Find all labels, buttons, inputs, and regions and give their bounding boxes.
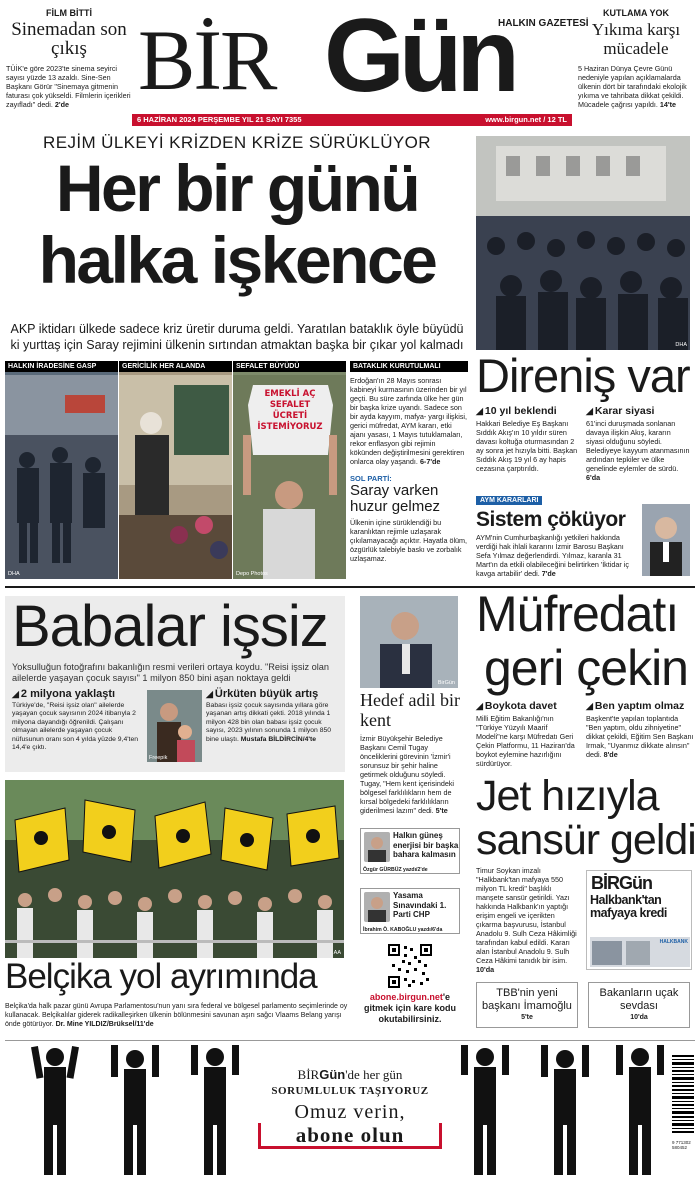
footer-line2: SORUMLULUK TAŞIYORUZ <box>271 1085 429 1097</box>
photo-belcika <box>5 780 344 958</box>
dateline: 6 HAZİRAN 2024 PERŞEMBE YIL 21 SAYI 7355 <box>137 115 302 124</box>
photo-label-sefalet: SEFALET BÜYÜDÜ <box>233 361 346 372</box>
credit-aa: AA <box>333 950 341 956</box>
footer-line1: BİRGün'de her gün <box>297 1067 403 1082</box>
photo-babalar <box>147 690 202 762</box>
jet-title-1[interactable]: Jet hızıyla <box>476 772 659 820</box>
left-ear-title: Sinemadan son çıkış <box>11 19 127 59</box>
hedef-title[interactable]: Hedef adil bir kent <box>360 690 460 730</box>
footer-line3: Omuz verin, <box>294 1101 406 1123</box>
protest-sign-text: EMEKLİ AÇ SEFALET ÜCRETİ İSTEMİYORUZ <box>257 389 323 432</box>
babalar-sub1-title: ◢ 2 milyona yaklaştı <box>12 688 142 700</box>
direnis-sub2 <box>586 405 690 482</box>
babalar-sub2-body: Babası işsiz çocuk sayısında yıllara göre yaşanan artış dikkati çekti. 2018 yılında 1 milyon 428 bin olan babası işsiz çocuk sayısı, 2023 yılının sonunda 1 milyon 850 bine ulaştı. Mustafa BİLDİRCİN/4'te <box>206 702 332 743</box>
solparti-body: Ülkenin içine sürüklendiği bu karanlıktan rejimle uzlaşarak çıkılamayacağı açıktır. Hayatla ölüm, özgürlük talebiyle baskı ve zorbalık uzlaşamaz. <box>350 518 468 563</box>
right-ear-kicker: KUTLAMA YOK <box>603 8 669 18</box>
teaser-bakanlar[interactable] <box>588 982 690 1028</box>
credit-dha-1: DHA <box>8 571 20 577</box>
photo-gericilik <box>119 361 232 579</box>
direnis-sub1-title: ◢ 10 yıl beklendi <box>476 405 580 417</box>
site-price[interactable]: www.birgun.net / 12 TL <box>485 115 567 124</box>
aym-title[interactable]: Sistem çöküyor <box>476 508 626 531</box>
logo-bir: BİR <box>138 12 276 108</box>
batak-body: Erdoğan'ın 28 Mayıs sonrası kabineyi kurmasının üzerinden bir yıl geçti. Bu süre zarfında ülke her gün bir başka krize uyandı. Sadece son bir ayda kayyım, mafya- yargı ilişkisi, gerici müfredat, AYM kararı, etki ajanı yasası, 1 Mayıs tutuklamaları, rekor enflasyon gibi rejimin kökünden değiştirilmesini gerektiren onlarca olay yaşandı. 6-7'de <box>350 376 468 466</box>
teaser-bakanlar-ref: 10'da <box>630 1014 648 1021</box>
mufredat-sub2 <box>586 700 694 759</box>
father-child-illustration <box>147 690 202 762</box>
left-ear-body: TÜİK'e göre 2023'te sinema seyirci sayısı yüzde 13 azaldı. Sine-Sen Başkanı Görür "Sinemaya gitmenin faturası çok yükseldi. Filmlerin içerikleri zayıfladı" dedi. 2'de <box>6 64 131 109</box>
mufredat-sub2-title: ◢ Ben yaptım olmaz <box>586 700 694 712</box>
batak-column[interactable] <box>350 361 468 563</box>
mufredat-title-2[interactable]: geri çekin <box>484 640 688 696</box>
column-2-byline: İbrahim Ö. KABOĞLU yazdı/6'da <box>363 927 443 933</box>
mini-bank-label: HALKBANK <box>659 939 688 945</box>
qr-instruction: gitmek için kare kodu okutabilirsiniz. <box>363 1003 457 1024</box>
mufredat-sub1-title: ◢ Boykota davet <box>476 700 580 712</box>
photo-label-gasp: HALKIN İRADESİNE GASP <box>5 361 118 372</box>
column-2[interactable] <box>360 888 460 934</box>
belcika-body: Belçika'da halk pazar günü Avrupa Parlamentosu'nun yanı sıra federal ve bölgesel parlamento seçimlerinde oy kullanacak. Belçikalılar giderek radikalleşirken ülkenin bölünmesini savunan aşırı sağcı Vlaams Belang yarışı önde götürüyor. Dr. Mine YILDIZ/Brüksel/11'de <box>5 1003 348 1028</box>
photo-cemil-tugay <box>360 596 458 688</box>
babalar-sub2 <box>206 688 342 744</box>
photo-direnis <box>476 136 690 350</box>
direnis-sub2-title: ◢ Karar siyasi <box>586 405 690 417</box>
lead-deck: AKP iktidarı ülkede sadece kriz üretir duruma geldi. Yaratılan bataklık öyle büyüdü ki yurttaş için Saray rejimini ülkenin sırtından atmaktan başka bir çıkar yol kalmadı <box>10 322 464 352</box>
babalar-sub2-title: ◢ Ürküten büyük artış <box>206 688 342 700</box>
logo-gun: Gün <box>324 0 514 114</box>
direnis-title[interactable]: Direniş var <box>476 349 690 402</box>
qr-code-graphic <box>388 944 432 988</box>
solparti-kicker: SOL PARTİ: <box>350 474 392 483</box>
credit-birgun: BirGün <box>437 680 455 686</box>
photo-sefalet <box>233 361 346 579</box>
barcode-number: 9 771302 580452 <box>672 1140 691 1150</box>
mini-photo-strip <box>590 937 690 967</box>
right-ear-body: 5 Haziran Dünya Çevre Günü nedeniyle yapılan açıklamalarda ülkenin dört bir tarafındaki ekolojik yıkıma ve tahribata dikkat çekildi. Mücadele çağrısı yapıldı. 14'te <box>578 64 687 109</box>
footer-divider <box>5 1040 695 1041</box>
credit-dha-2: DHA <box>675 342 687 348</box>
footer-brand-bir: BİR <box>297 1067 320 1082</box>
columnist-1-avatar <box>364 832 390 862</box>
aym-label: AYM KARARLARI <box>476 496 542 505</box>
mufredat-title-1[interactable]: Müfredatı <box>476 586 679 642</box>
teaser-bakanlar-title: Bakanların uçak sevdası <box>599 987 679 1012</box>
hedef-body: İzmir Büyükşehir Belediye Başkanı Cemil Tugay önceliklerini görevinin 'İzmir'i sorunsuz bir şehir haline getirmek olduğunu söyledi. Tugay, "Hem kent içerisindeki bölgesel farklılıkların hem de kırsal bölgedeki farklılıkların giderilmesi lazım" dedi. 5'te <box>360 734 455 815</box>
photo-gasp <box>5 361 118 579</box>
mini-logo: BİRGün <box>591 873 652 893</box>
jet-body: Timur Soykan imzalı "Halkbank'tan mafyaya 550 milyon TL kredi" başlıklı manşete sansür getirildi. Yazı hakkında Halkbank'ın yaptığı erişim engeli ve içerikten çıkarma başvurusu, İstanbul Anadolu 9. Sulh Ceza Hâkimliği tarafından kabul edildi. Kararı alan İstanbul Anadolu 9. Sulh Ceza Hâkimi tanıdık bir isim. 10'da <box>476 866 577 974</box>
barcode <box>672 1055 694 1151</box>
belcika-title[interactable]: Belçika yol ayrımında <box>5 957 317 996</box>
aym-body: AYM'nin Cumhurbaşkanlığı yetkileri hakkında verdiği hak ihlali kararını İzmir Barosu Başkanı Sefa Yılmaz değerlendirdi. Yılmaz, karanla 31 Mart'ın da etkili olabileceğini belirtirken 'İktidar iç kavga artabilir' dedi. 7'de <box>476 533 629 578</box>
jet-title-2[interactable]: sansür geldi <box>476 816 696 864</box>
dateline-bar <box>132 114 572 126</box>
right-ear-title: Yıkıma karşı mücadele <box>591 20 681 58</box>
direnis-sub1-body: Hakkari Belediye Eş Başkanı Sıddık Akış'ın 10 yıldır süren davası koltuğa oturmasından 2 ay sonra jet hızıyla bitti. Başkan Sıddık Akış 19 yıl 6 ay hapis cezasına çarptırıldı. <box>476 419 578 473</box>
teaser-tbb[interactable] <box>476 982 578 1028</box>
babalar-title[interactable]: Babalar işsiz <box>12 594 328 659</box>
portrait-illustration <box>642 504 690 576</box>
column-2-title: Yasama Sınavındaki 1. Parti CHP <box>393 891 447 919</box>
babalar-deck: Yoksulluğun fotoğrafını bakanlığın resmi verileri ortaya koydu. "Reisi işsiz olan ailelerde yaşayan çocuk sayısı" 1 milyon 850 bini aşan noktaya geldi <box>12 662 329 683</box>
lead-kicker: REJİM ÜLKEYİ KRİZDEN KRİZE SÜRÜKLÜYOR <box>43 133 431 152</box>
mayor-portrait-illustration <box>360 596 458 688</box>
mufredat-sub1 <box>476 700 580 768</box>
direnis-sub2-body: 61'inci duruşmada sonlanan davaya ilişkin Akış, kararın siyasi olduğunu söyledi. Belediyeye kayyum atanmasının ardından tepkiler ve ülke genelinde eylemler de sürdü. 6'da <box>586 419 690 482</box>
credit-depo: Depo Photos <box>236 571 268 577</box>
qr-url[interactable]: abone.birgun.net <box>369 992 443 1002</box>
photo-sefa-yilmaz <box>642 504 690 576</box>
column-1[interactable] <box>360 828 460 874</box>
mini-headline: Halkbank'tan mafyaya kredi <box>590 893 667 920</box>
teaser-tbb-ref: 5'te <box>521 1014 533 1021</box>
lead-headline-1[interactable]: Her bir günü <box>55 151 419 225</box>
babalar-sub1-body: Türkiye'de, "Reisi işsiz olan" ailelerde yaşayan çocuk sayısının 2024 itibarıyla 2 milyona dayandığı öğrenildi. Çalışanı olmayan ailelerde yaşayan çocuk nüfusunun oranı son 4 yılda yüzde 9,4'ten 14,4'e çıktı. <box>12 702 138 752</box>
teaser-tbb-title: TBB'nin yeni başkanı İmamoğlu <box>482 987 572 1012</box>
columnist-2-avatar <box>364 892 390 922</box>
mufredat-sub2-body: Başkent'te yapılan toplantıda "Ben yaptım, oldu zihniyetine" dikkat çekildi, Eğitim Sen Başkanı Irmak, "Uyanmız dikkate alınsın" dedi. 8'de <box>586 714 694 759</box>
footer-subscribe-label: abone olun <box>295 1123 405 1147</box>
column-1-title: Halkın güneş enerjisi bir başka bahara kalmasın <box>393 831 459 859</box>
footer-ad[interactable] <box>0 1045 700 1183</box>
cleric-classroom-illustration <box>119 375 232 579</box>
batak-label: BATAKLIK KURUTULMALI <box>350 361 468 372</box>
credit-freepik: Freepik <box>149 755 168 761</box>
masthead-tagline: HALKIN GAZETESİ <box>498 18 589 29</box>
left-ear-kicker: FİLM BİTTİ <box>46 8 92 18</box>
footer-brand-gun: Gün <box>319 1067 346 1082</box>
qr-code[interactable] <box>388 944 432 988</box>
lead-headline-2[interactable]: halka işkence <box>38 223 436 297</box>
barcode-graphic <box>672 1055 694 1135</box>
direnis-sub1 <box>476 405 580 473</box>
mufredat-sub1-body: Milli Eğitim Bakanlığı'nın "Türkiye Yüzyılı Maarif Modeli"ne karşı Müfredatı Geri Çekin Platformu, 11 Haziran'da boykot eylemine hazırlığını sürdürüyor. <box>476 714 575 768</box>
photo-label-gericilik: GERİCİLİK HER ALANDA <box>119 361 232 372</box>
riot-police-illustration <box>476 136 690 350</box>
qr-caption[interactable]: abone.birgun.net'e gitmek için kare kodu okutabilirsiniz. <box>352 992 468 1025</box>
left-ear[interactable] <box>6 8 132 109</box>
right-ear[interactable] <box>578 8 694 109</box>
solparti-title: Saray varken huzur gelmez <box>350 482 441 515</box>
footer-subscribe-button[interactable] <box>258 1123 442 1149</box>
flag-rally-illustration <box>5 780 344 958</box>
column-1-byline: Özgür GÜRBÜZ yazdı/2'de <box>363 867 428 873</box>
police-crowd-illustration <box>5 375 118 579</box>
babalar-sub1 <box>12 688 142 752</box>
mini-frontpage <box>586 870 692 970</box>
